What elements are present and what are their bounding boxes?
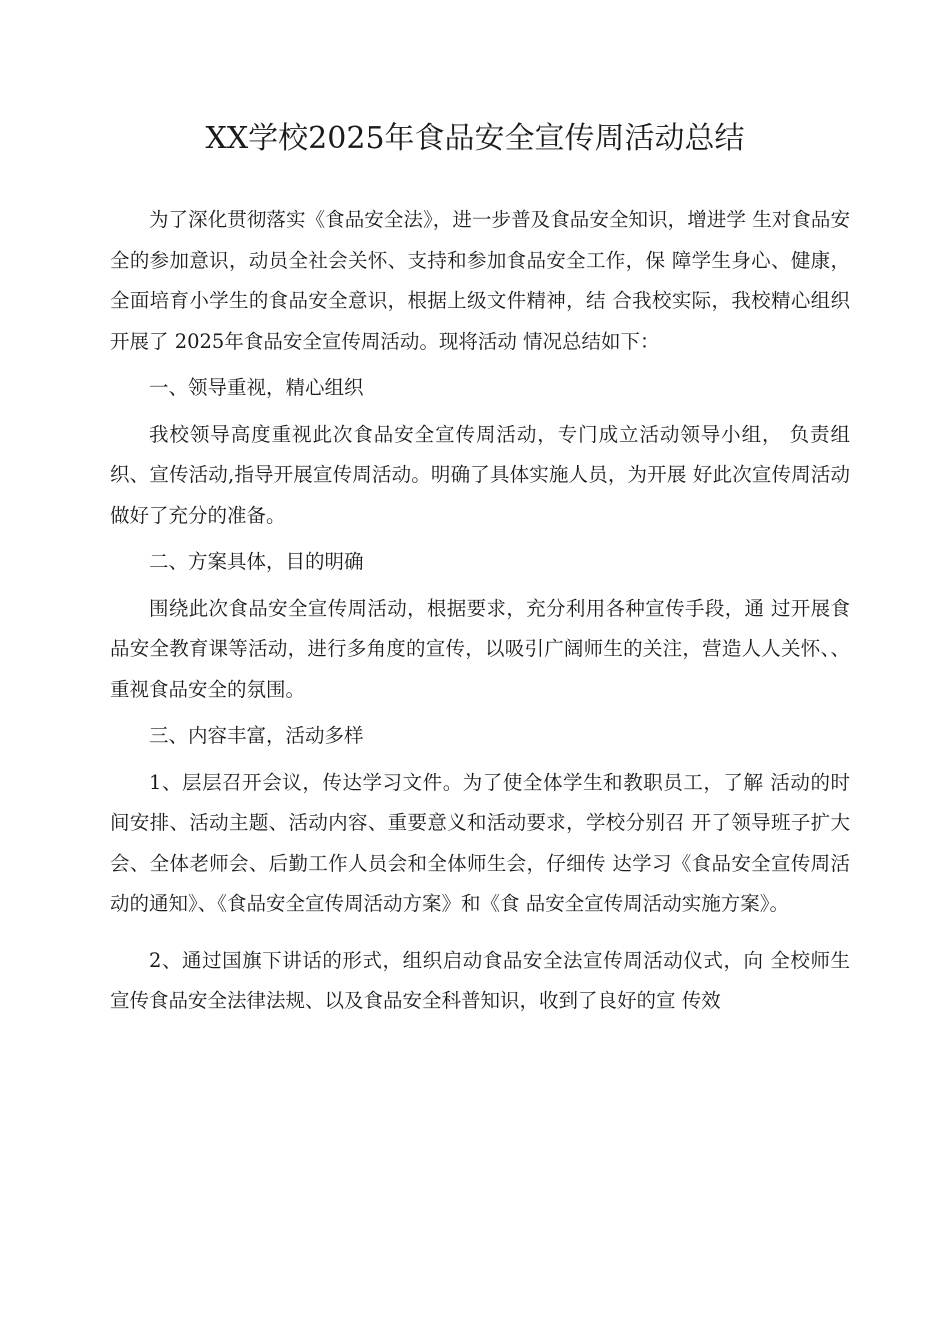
section-3-heading: 三、内容丰富，活动多样 bbox=[149, 724, 364, 747]
section-2-heading: 二、方案具体，目的明确 bbox=[149, 550, 364, 573]
section-3-item-2: 2、通过国旗下讲话的形式，组织启动食品安全法宣传周活动仪式，向 全校师生宣传食品安全法律法规、以及食品安全科普知识，收到了良好的宣 传效 bbox=[110, 948, 850, 1012]
document-title: XX学校2025年食品安全宣传周活动总结 bbox=[205, 121, 745, 157]
section-1-heading: 一、领导重视，精心组织 bbox=[149, 376, 364, 399]
intro-paragraph: 为了深化贯彻落实《食品安全法》，进一步普及食品安全知识，增进学 生对食品安全的参加意识，动员全社会关怀、支持和参加食品安全工作，保 障学生身心、健康，全面培育小学生的食品安全意识，根据上级文件精神，结 合我校实际，我校精心组织开展了 2025年食品安全宣传周活动。现将活动 情况总结如下： bbox=[110, 208, 850, 353]
section-1-paragraph: 我校领导高度重视此次食品安全宣传周活动，专门成立活动领导小组， 负责组织、宣传活动,指导开展宣传周活动。明确了具体实施人员，为开展 好此次宣传周活动做好了充分的准备。 bbox=[110, 422, 850, 527]
document-body bbox=[110, 200, 850, 1022]
section-3-item-1: 1、层层召开会议，传达学习文件。为了使全体学生和教职员工，了解 活动的时间安排、活动主题、活动内容、重要意义和活动要求，学校分别召 开了领导班子扩大会、全体老师会、后勤工作人员会和全体师生会，仔细传 达学习《食品安全宣传周活动的通知》、《食品安全宣传周活动方案》和《食 品安全宣传周活动实施方案》。 bbox=[110, 770, 850, 915]
section-2-paragraph: 围绕此次食品安全宣传周活动，根据要求，充分利用各种宣传手段，通 过开展食品安全教育课等活动，进行多角度的宣传，以吸引广阔师生的关注，营造人人关怀、、重视食品安全的氛围。 bbox=[110, 596, 850, 701]
